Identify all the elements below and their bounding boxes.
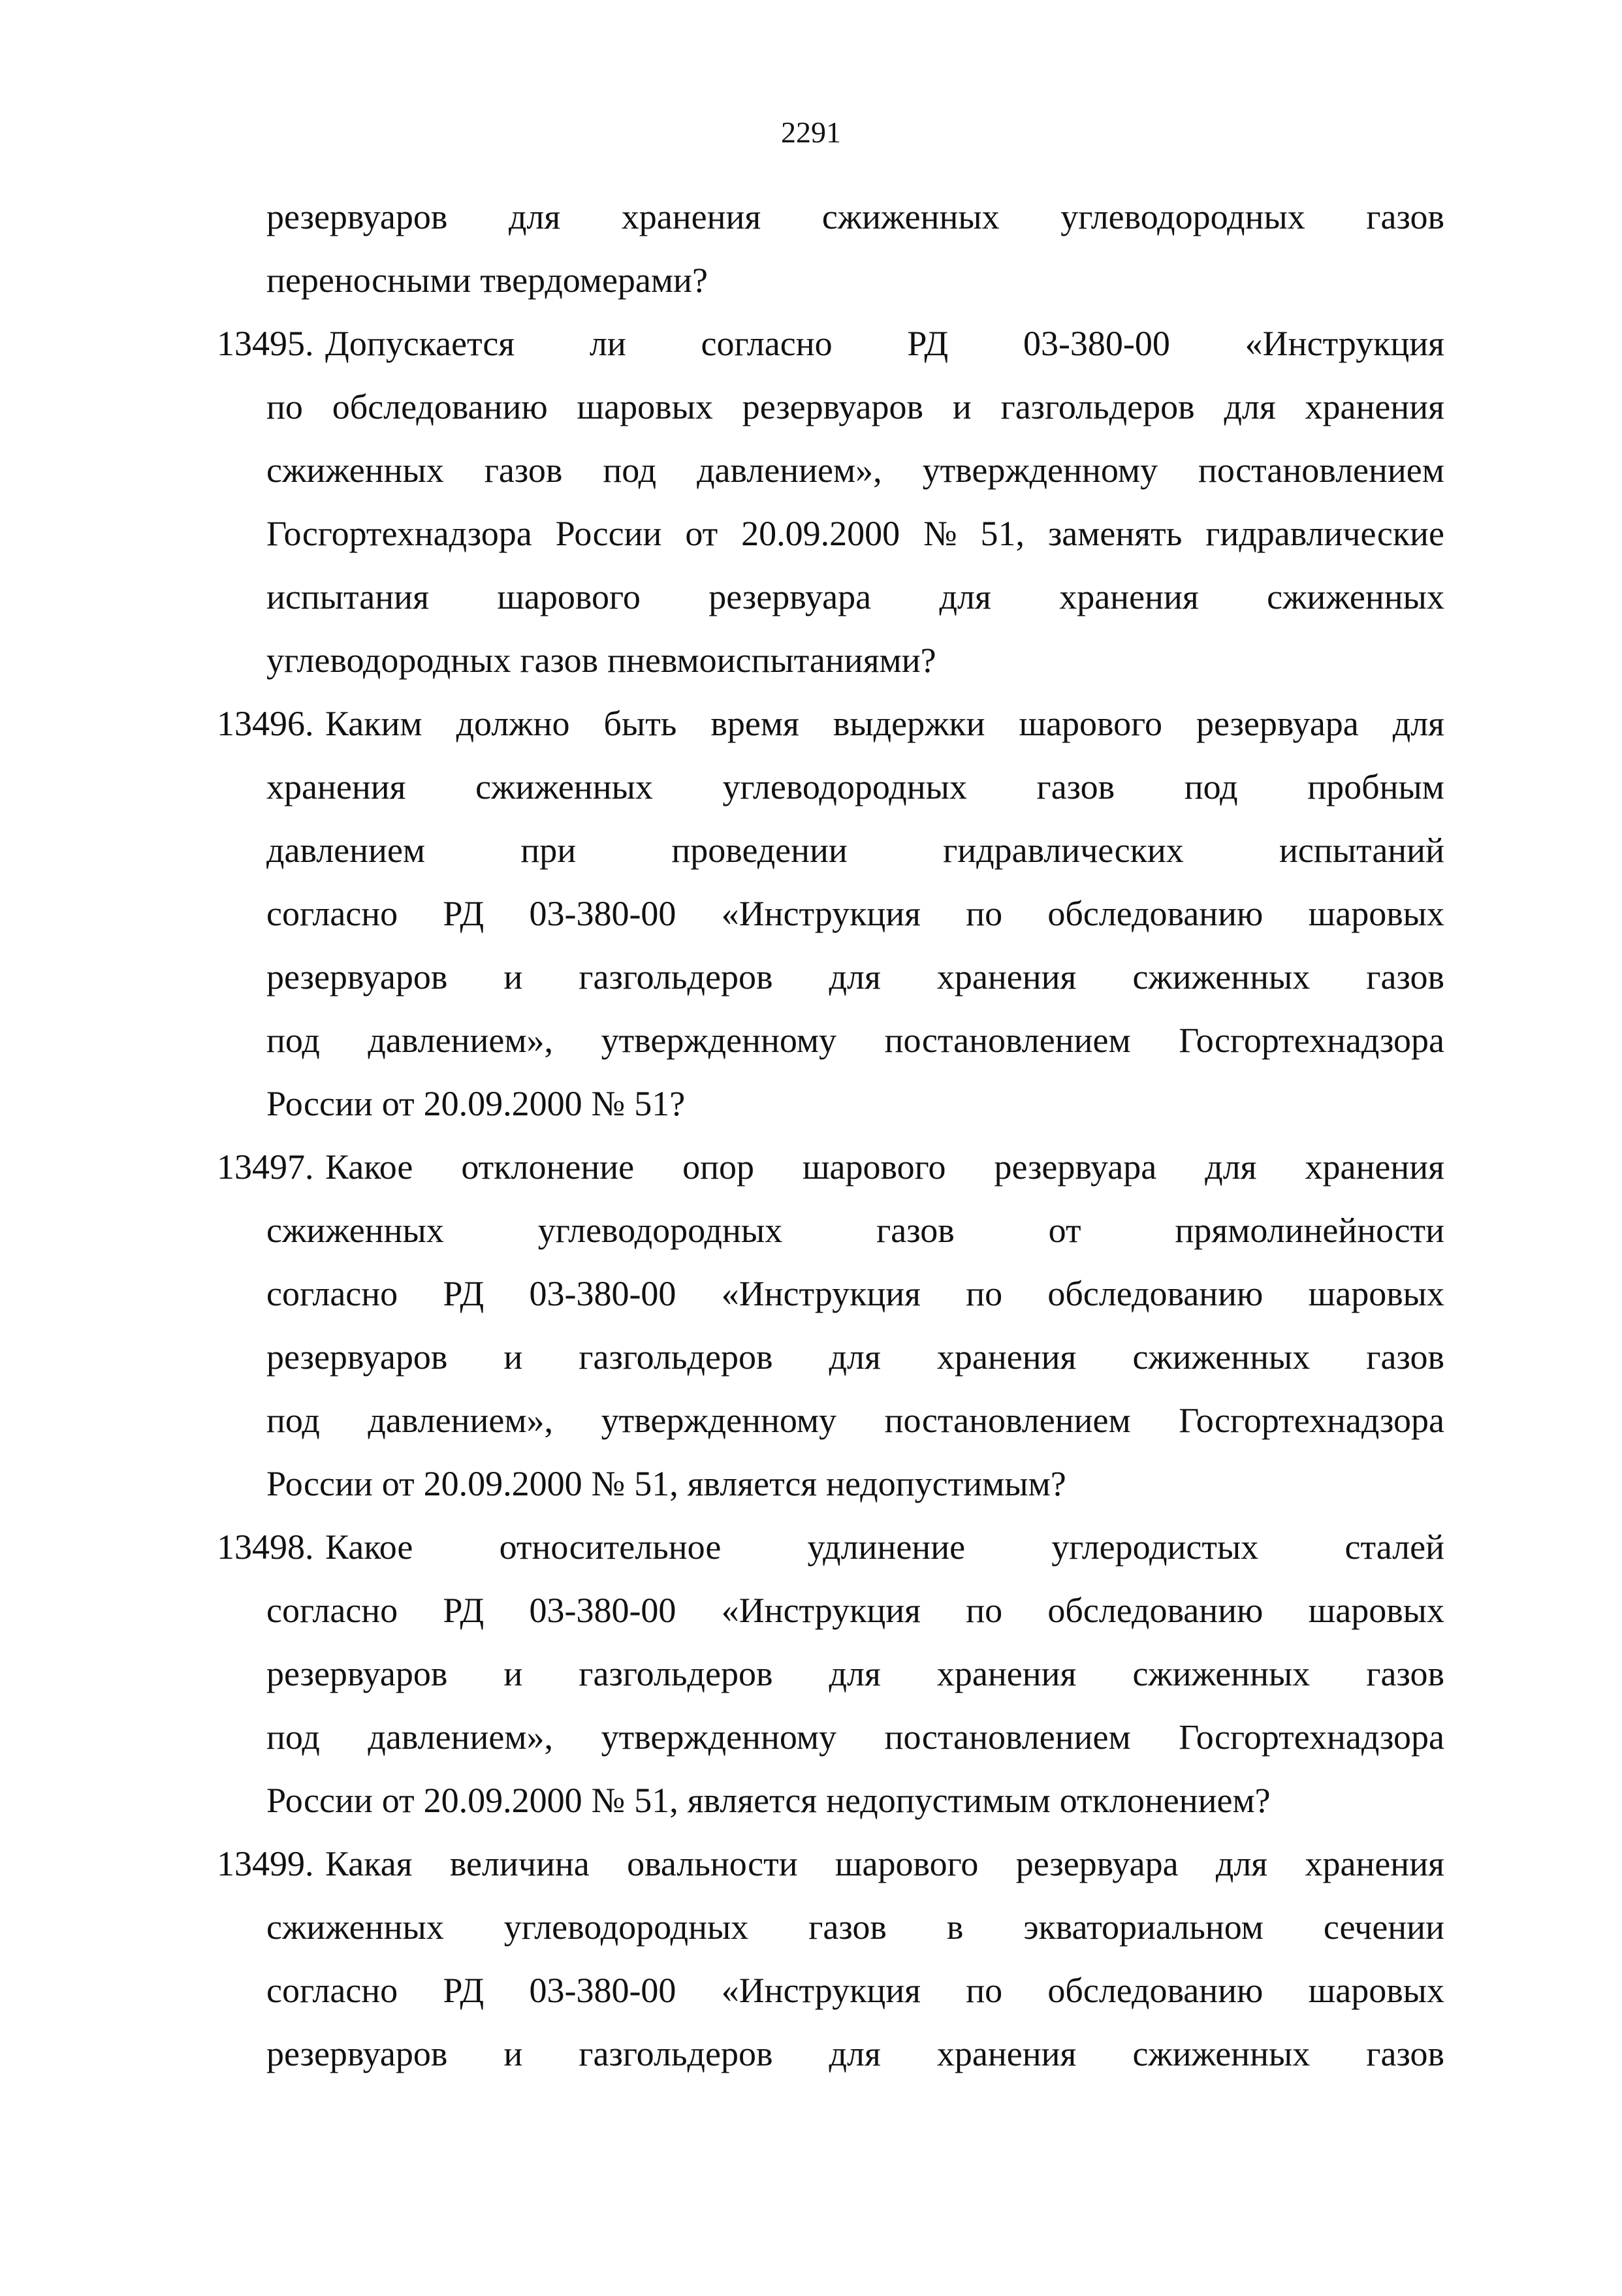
- word: 03-380-00: [529, 1274, 676, 1313]
- text-line: [266, 1896, 1444, 1959]
- word: газов: [808, 1907, 887, 1947]
- word: Госгортехнадзора: [266, 514, 532, 553]
- word: резервуаров: [266, 1337, 448, 1377]
- word: «Инструкция: [721, 1971, 921, 2010]
- question-item: [217, 312, 1444, 692]
- word: для: [1392, 704, 1444, 743]
- word: для: [1215, 1844, 1268, 1883]
- word: должно: [456, 704, 570, 743]
- word: давлением»,: [368, 1021, 554, 1060]
- text-line: [325, 1136, 1444, 1199]
- text-line: [325, 1832, 1444, 1896]
- text-line: [266, 1262, 1444, 1326]
- word: 51,: [980, 514, 1025, 553]
- word: хранения: [1305, 1147, 1444, 1187]
- word: газов: [1366, 197, 1444, 236]
- text-line: [266, 946, 1444, 1009]
- text-line: [266, 1389, 1444, 1452]
- word: гидравлические: [1205, 514, 1444, 553]
- word: для: [829, 957, 881, 997]
- word: согласно: [266, 1591, 398, 1630]
- word: хранения: [621, 197, 761, 236]
- text-line: [266, 185, 1444, 249]
- word: шарового: [497, 577, 641, 616]
- word: России: [555, 514, 662, 553]
- word: по: [966, 1274, 1003, 1313]
- word: шаровых: [1308, 894, 1444, 933]
- text-line: [266, 566, 1444, 629]
- word: газгольдеров: [579, 1337, 773, 1377]
- word: давлением: [266, 831, 426, 870]
- text-line: [266, 756, 1444, 819]
- word: России: [266, 1781, 373, 1820]
- word: 03-380-00: [529, 1591, 676, 1630]
- word: газгольдеров: [579, 1654, 773, 1693]
- word: постановлением: [884, 1717, 1131, 1757]
- word: шаровых: [1308, 1274, 1444, 1313]
- word: углеводородных: [722, 767, 967, 806]
- word: сжиженных: [821, 197, 1000, 236]
- word: и: [952, 387, 972, 426]
- word: углеводородных: [503, 1907, 749, 1947]
- word: 20.09.2000: [423, 1781, 582, 1820]
- word: Какое: [325, 1527, 413, 1567]
- word: 03-380-00: [529, 1971, 676, 2010]
- word: хранения: [936, 1337, 1077, 1377]
- word: газов: [1366, 1337, 1444, 1377]
- word: газов: [1366, 1654, 1444, 1693]
- word: обследованию: [1047, 1274, 1264, 1313]
- document-body: [217, 185, 1444, 2086]
- word: углеводородных: [266, 641, 511, 680]
- word: от: [381, 1464, 415, 1503]
- text-line: [266, 1769, 1444, 1832]
- question-number: 13499.: [217, 1844, 314, 1883]
- word: сжиженных: [475, 767, 653, 806]
- word: №: [591, 1781, 626, 1820]
- word: «Инструкция: [1245, 324, 1444, 363]
- word: хранения: [936, 2034, 1077, 2073]
- text-line: [266, 502, 1444, 566]
- text-line: [266, 439, 1444, 502]
- text-line: [325, 312, 1444, 375]
- text-line: [266, 1959, 1444, 2022]
- word: для: [829, 2034, 881, 2073]
- word: РД: [443, 1971, 485, 2010]
- word: Допускается: [325, 324, 515, 363]
- question-number: 13495.: [217, 324, 314, 363]
- word: 51,: [634, 1781, 678, 1820]
- word: обследованию: [1047, 1971, 1264, 2010]
- word: газов: [1366, 957, 1444, 997]
- word: постановлением: [884, 1021, 1131, 1060]
- question-item: [217, 1516, 1444, 1832]
- word: под: [266, 1021, 320, 1060]
- word: 51?: [634, 1084, 686, 1123]
- word: России: [266, 1084, 373, 1123]
- word: под: [1184, 767, 1238, 806]
- word: резервуаров: [266, 197, 448, 236]
- word: сжиженных: [1132, 957, 1311, 997]
- word: величина: [449, 1844, 590, 1883]
- word: гидравлических: [943, 831, 1184, 870]
- word: сжиженных: [1267, 577, 1444, 616]
- word: опор: [682, 1147, 754, 1187]
- word: сжиженных: [1132, 1337, 1311, 1377]
- word: и: [503, 2034, 523, 2073]
- word: давлением»,: [697, 451, 882, 490]
- question-number: 13496.: [217, 704, 314, 743]
- word: для: [939, 577, 991, 616]
- word: для: [829, 1337, 881, 1377]
- text-line: [266, 1579, 1444, 1642]
- word: в: [946, 1907, 964, 1947]
- text-line: [266, 249, 1444, 312]
- word: обследованию: [332, 387, 548, 426]
- word: сечении: [1323, 1907, 1444, 1947]
- word: от: [381, 1781, 415, 1820]
- continued-paragraph: [217, 185, 1444, 312]
- question-item: [217, 1136, 1444, 1516]
- word: овальности: [627, 1844, 798, 1883]
- word: согласно: [701, 324, 833, 363]
- word: газгольдеров: [1000, 387, 1195, 426]
- word: хранения: [936, 1654, 1077, 1693]
- word: и: [503, 1654, 523, 1693]
- word: ли: [589, 324, 626, 363]
- text-line: [266, 882, 1444, 946]
- word: утвержденному: [922, 451, 1158, 490]
- word: резервуаров: [742, 387, 924, 426]
- word: хранения: [936, 957, 1077, 997]
- word: газов: [876, 1211, 955, 1250]
- text-line: [266, 1326, 1444, 1389]
- word: РД: [443, 1274, 485, 1313]
- word: 51,: [634, 1464, 678, 1503]
- word: РД: [443, 894, 485, 933]
- word: Госгортехнадзора: [1179, 1401, 1444, 1440]
- word: газов: [1366, 2034, 1444, 2073]
- word: под: [266, 1717, 320, 1757]
- question-number: 13497.: [217, 1147, 314, 1187]
- text-line: [266, 1642, 1444, 1706]
- word: шарового: [802, 1147, 946, 1187]
- word: по: [266, 387, 303, 426]
- word: переносными: [266, 261, 471, 300]
- text-line: [266, 1199, 1444, 1262]
- word: для: [1224, 387, 1276, 426]
- word: недопустимым: [826, 1781, 1051, 1820]
- word: давлением»,: [368, 1717, 554, 1757]
- word: является: [687, 1464, 818, 1503]
- word: от: [1048, 1211, 1081, 1250]
- word: удлинение: [807, 1527, 966, 1567]
- word: РД: [907, 324, 949, 363]
- word: согласно: [266, 1274, 398, 1313]
- text-line: [266, 375, 1444, 439]
- page-number: 2291: [781, 116, 841, 149]
- word: по: [966, 1591, 1003, 1630]
- text-line: [266, 819, 1444, 882]
- word: шарового: [1019, 704, 1162, 743]
- word: Какая: [325, 1844, 413, 1883]
- word: для: [508, 197, 561, 236]
- text-line: [266, 1452, 1444, 1516]
- word: Госгортехнадзора: [1179, 1717, 1444, 1757]
- word: согласно: [266, 1971, 398, 2010]
- word: для: [829, 1654, 881, 1693]
- word: Госгортехнадзора: [1179, 1021, 1444, 1060]
- word: испытания: [266, 577, 429, 616]
- word: России: [266, 1464, 373, 1503]
- word: сталей: [1344, 1527, 1444, 1567]
- word: Какое: [325, 1147, 413, 1187]
- word: 03-380-00: [1023, 324, 1170, 363]
- word: от: [381, 1084, 415, 1123]
- word: давлением»,: [368, 1401, 554, 1440]
- word: пробным: [1307, 767, 1444, 806]
- word: газов: [484, 451, 563, 490]
- word: быть: [603, 704, 677, 743]
- word: отклонением?: [1059, 1781, 1271, 1820]
- word: «Инструкция: [721, 1591, 921, 1630]
- word: недопустимым?: [826, 1464, 1066, 1503]
- word: утвержденному: [601, 1717, 837, 1757]
- word: 20.09.2000: [423, 1084, 582, 1123]
- word: постановлением: [884, 1401, 1131, 1440]
- word: хранения: [266, 767, 406, 806]
- word: обследованию: [1047, 894, 1264, 933]
- text-line: [325, 1516, 1444, 1579]
- word: №: [591, 1464, 626, 1503]
- word: и: [503, 1337, 523, 1377]
- word: резервуаров: [266, 957, 448, 997]
- word: проведении: [671, 831, 848, 870]
- word: шаровых: [577, 387, 713, 426]
- word: резервуаров: [266, 1654, 448, 1693]
- word: сжиженных: [266, 1211, 444, 1250]
- question-item: [217, 1832, 1444, 2086]
- word: резервуара: [1196, 704, 1359, 743]
- word: твердомерами?: [480, 261, 708, 300]
- word: газгольдеров: [579, 957, 773, 997]
- word: относительное: [499, 1527, 722, 1567]
- word: время: [710, 704, 799, 743]
- text-line: [266, 1009, 1444, 1072]
- word: сжиженных: [266, 1907, 444, 1947]
- word: углеродистых: [1051, 1527, 1259, 1567]
- word: шаровых: [1308, 1591, 1444, 1630]
- text-line: [266, 1706, 1444, 1769]
- word: под: [266, 1401, 320, 1440]
- word: хранения: [1059, 577, 1199, 616]
- word: резервуара: [994, 1147, 1157, 1187]
- text-line: [266, 629, 1444, 692]
- word: «Инструкция: [721, 894, 921, 933]
- word: сжиженных: [1132, 2034, 1311, 2073]
- word: газгольдеров: [579, 2034, 773, 2073]
- word: и: [503, 957, 523, 997]
- word: согласно: [266, 894, 398, 933]
- word: хранения: [1305, 387, 1444, 426]
- word: углеводородных: [1060, 197, 1305, 236]
- text-line: [325, 692, 1444, 756]
- word: экваториальном: [1023, 1907, 1264, 1947]
- word: обследованию: [1047, 1591, 1264, 1630]
- word: шаровых: [1308, 1971, 1444, 2010]
- word: Каким: [325, 704, 422, 743]
- word: от: [685, 514, 718, 553]
- question-number: 13498.: [217, 1527, 314, 1567]
- word: хранения: [1305, 1844, 1444, 1883]
- word: 20.09.2000: [423, 1464, 582, 1503]
- word: «Инструкция: [721, 1274, 921, 1313]
- word: углеводородных: [537, 1211, 783, 1250]
- word: является: [687, 1781, 818, 1820]
- word: для: [1205, 1147, 1257, 1187]
- word: под: [603, 451, 657, 490]
- word: постановлением: [1198, 451, 1444, 490]
- word: шарового: [835, 1844, 979, 1883]
- word: по: [966, 894, 1003, 933]
- word: резервуаров: [266, 2034, 448, 2073]
- word: резервуара: [708, 577, 872, 616]
- word: сжиженных: [1132, 1654, 1311, 1693]
- text-line: [266, 1072, 1444, 1136]
- word: №: [591, 1084, 626, 1123]
- text-line: [266, 2022, 1444, 2086]
- word: заменять: [1047, 514, 1183, 553]
- word: резервуара: [1015, 1844, 1179, 1883]
- word: газов: [1036, 767, 1115, 806]
- word: при: [520, 831, 577, 870]
- word: утвержденному: [601, 1401, 837, 1440]
- word: отклонение: [461, 1147, 635, 1187]
- word: пневмоиспытаниями?: [607, 641, 936, 680]
- question-item: [217, 692, 1444, 1136]
- word: прямолинейности: [1175, 1211, 1444, 1250]
- word: 03-380-00: [529, 894, 676, 933]
- word: №: [923, 514, 957, 553]
- word: 20.09.2000: [741, 514, 900, 553]
- word: по: [966, 1971, 1003, 2010]
- word: испытаний: [1279, 831, 1444, 870]
- word: утвержденному: [601, 1021, 837, 1060]
- word: газов: [520, 641, 599, 680]
- word: РД: [443, 1591, 485, 1630]
- word: сжиженных: [266, 451, 444, 490]
- word: выдержки: [833, 704, 985, 743]
